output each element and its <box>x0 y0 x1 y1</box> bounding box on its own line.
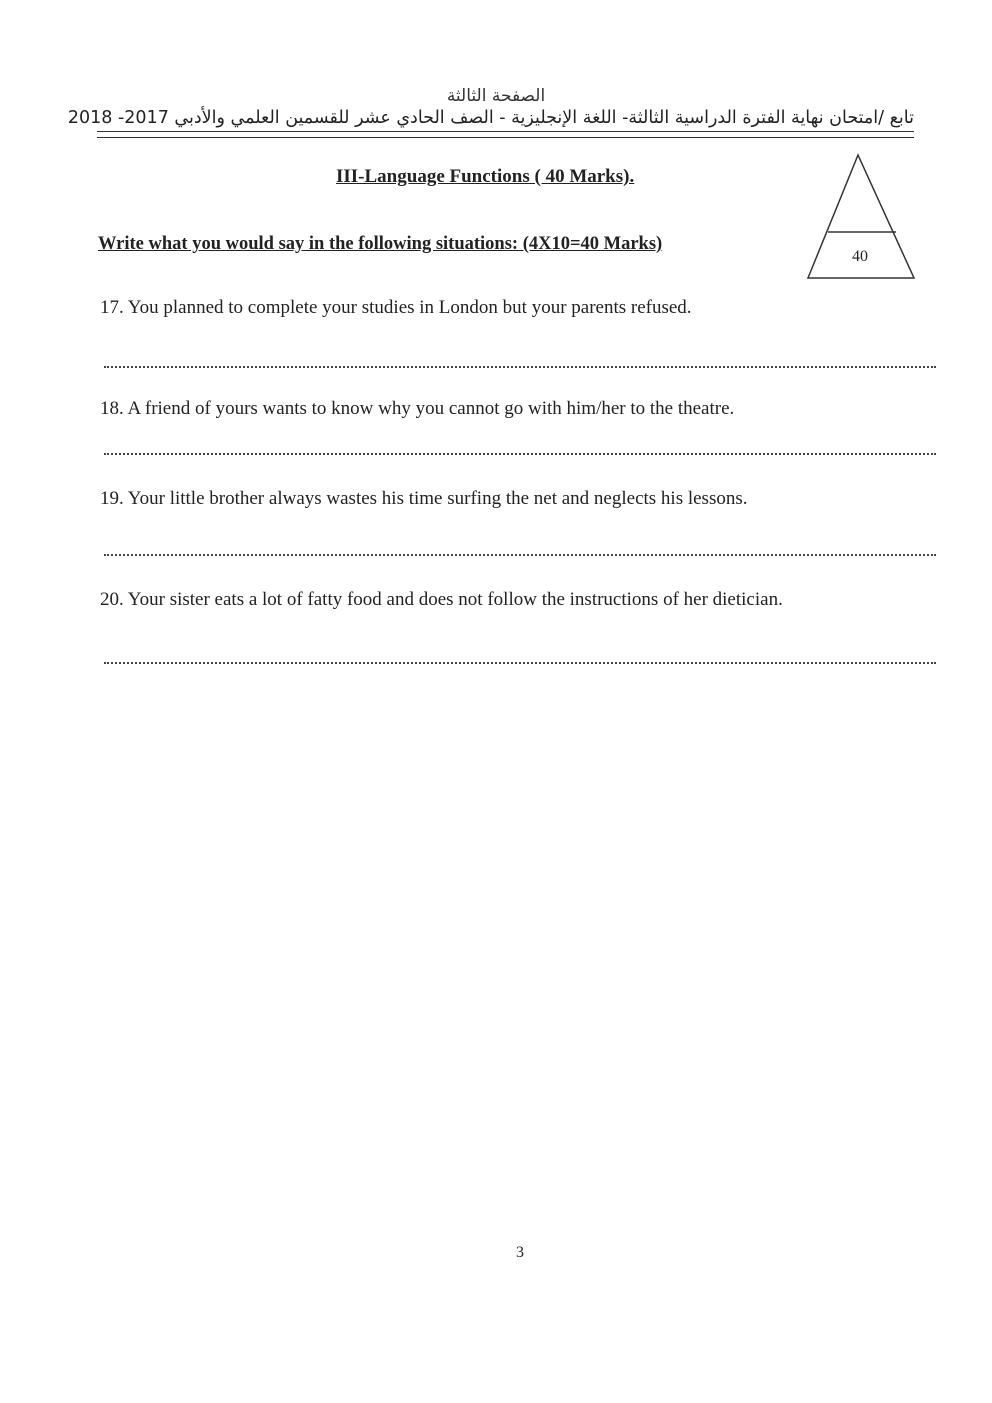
answer-line-19[interactable] <box>104 554 936 556</box>
header-rule-top <box>97 131 914 132</box>
answer-line-18[interactable] <box>104 453 936 455</box>
page-label: الصفحة الثالثة <box>446 86 546 106</box>
exam-header-line: تابع /امتحان نهاية الفترة الدراسية الثالثة- اللغة الإنجليزية - الصف الحادي عشر للقسمين العلمي والأدبي 2017- 2018 <box>67 108 914 128</box>
question-18: 18. A friend of yours wants to know why you cannot go with him/her to the theatre. <box>100 398 735 419</box>
section-instruction: Write what you would say in the following situations: (4X10=40 Marks) <box>98 234 663 254</box>
marks-value: 40 <box>852 248 868 265</box>
header-rule-bottom <box>97 137 914 138</box>
answer-line-20[interactable] <box>104 662 936 664</box>
question-20: 20. Your sister eats a lot of fatty food and does not follow the instructions of her dietician. <box>100 589 783 610</box>
question-19: 19. Your little brother always wastes his time surfing the net and neglects his lessons. <box>100 488 748 509</box>
question-17: 17. You planned to complete your studies in London but your parents refused. <box>100 297 692 318</box>
triangle-icon <box>804 152 918 282</box>
section-title: III-Language Functions ( 40 Marks). <box>336 166 635 187</box>
answer-line-17[interactable] <box>104 366 936 368</box>
page-number: 3 <box>516 1244 524 1261</box>
marks-triangle <box>804 152 918 282</box>
